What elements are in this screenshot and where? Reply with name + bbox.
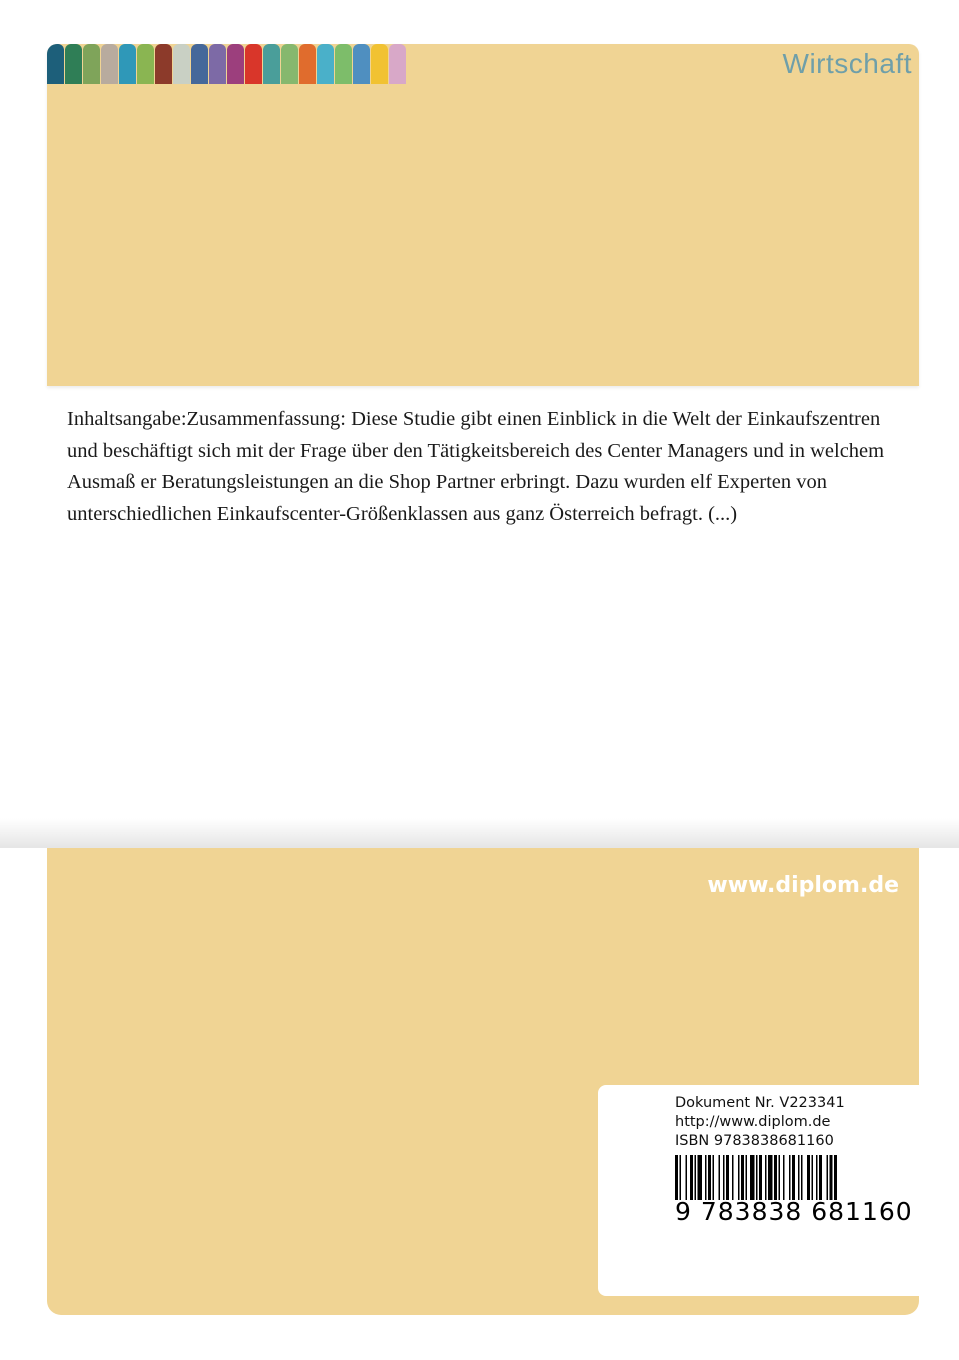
- color-tab: [245, 44, 262, 84]
- isbn-box: [598, 1085, 919, 1296]
- barcode-bar: [738, 1155, 740, 1200]
- color-tab: [317, 44, 334, 84]
- color-tab: [173, 44, 190, 84]
- color-tab: [65, 44, 82, 84]
- barcode-bar: [774, 1155, 777, 1200]
- barcode-bar: [834, 1155, 837, 1200]
- barcode-bar: [792, 1155, 795, 1200]
- barcode-image: [675, 1155, 897, 1200]
- color-tab: [281, 44, 298, 84]
- color-tab: [335, 44, 352, 84]
- barcode-bar: [708, 1155, 711, 1200]
- barcode-bar: [783, 1155, 785, 1200]
- color-tab: [353, 44, 370, 84]
- barcode-bar: [695, 1155, 697, 1200]
- barcode-bar: [675, 1155, 678, 1200]
- publisher-website: www.diplom.de: [707, 873, 899, 898]
- category-label: Wirtschaft: [782, 48, 912, 79]
- barcode-bar: [798, 1155, 800, 1200]
- document-number: Dokument Nr. V223341: [675, 1095, 845, 1111]
- color-tab: [371, 44, 388, 84]
- color-tab: [119, 44, 136, 84]
- barcode-bar: [768, 1155, 773, 1200]
- color-tab: [299, 44, 316, 84]
- barcode-bar: [807, 1155, 810, 1200]
- abstract-text: Inhaltsangabe:Zusammenfassung: Diese Studie gibt einen Einblick in die Welt der Einkaufszentren und beschäftigt sich mit der Frage über den Tätigkeitsbereich des Center Managers und in welchem Ausmaß er Beratungsleistungen an die Shop Partner erbringt. Dazu wurden elf Experten von unterschiedlichen Einkaufscenter-Größenklassen aus ganz Österreich befragt. (...): [67, 408, 885, 525]
- color-tab: [155, 44, 172, 84]
- barcode-bar: [819, 1155, 822, 1200]
- barcode-digits: 9 783838 681160: [675, 1197, 913, 1226]
- barcode-bar: [705, 1155, 707, 1200]
- isbn-number: ISBN 9783838681160: [675, 1133, 834, 1149]
- barcode-bar: [726, 1155, 729, 1200]
- color-tab: [227, 44, 244, 84]
- barcode-bar: [680, 1155, 682, 1200]
- color-tab: [47, 44, 64, 84]
- barcode-bar: [812, 1155, 814, 1200]
- color-tab: [83, 44, 100, 84]
- barcode-bar: [759, 1155, 762, 1200]
- barcode-bar: [690, 1155, 693, 1200]
- barcode-bar: [765, 1155, 767, 1200]
- barcode-bar: [816, 1155, 818, 1200]
- barcode-bar: [732, 1155, 734, 1200]
- color-tab: [101, 44, 118, 84]
- barcode-bar: [698, 1155, 703, 1200]
- barcode-bar: [723, 1155, 725, 1200]
- barcode-bar: [789, 1155, 791, 1200]
- barcode-bar: [827, 1155, 829, 1200]
- color-tab: [137, 44, 154, 84]
- color-tab: [209, 44, 226, 84]
- document-url: http://www.diplom.de: [675, 1114, 831, 1130]
- barcode-bar: [746, 1155, 748, 1200]
- barcode-bar: [719, 1155, 721, 1200]
- color-tab-strip: [47, 44, 407, 84]
- barcode-bar: [686, 1155, 688, 1200]
- barcode-bar: [830, 1155, 833, 1200]
- color-tab: [263, 44, 280, 84]
- cover-top-panel: [47, 44, 919, 386]
- barcode-bar: [801, 1155, 803, 1200]
- barcode-bar: [779, 1155, 781, 1200]
- barcode-bar: [756, 1155, 758, 1200]
- barcode-bar: [750, 1155, 755, 1200]
- page-shadow: [0, 818, 959, 848]
- color-tab: [191, 44, 208, 84]
- color-tab: [389, 44, 406, 84]
- barcode-bar: [741, 1155, 744, 1200]
- barcode-bar: [713, 1155, 715, 1200]
